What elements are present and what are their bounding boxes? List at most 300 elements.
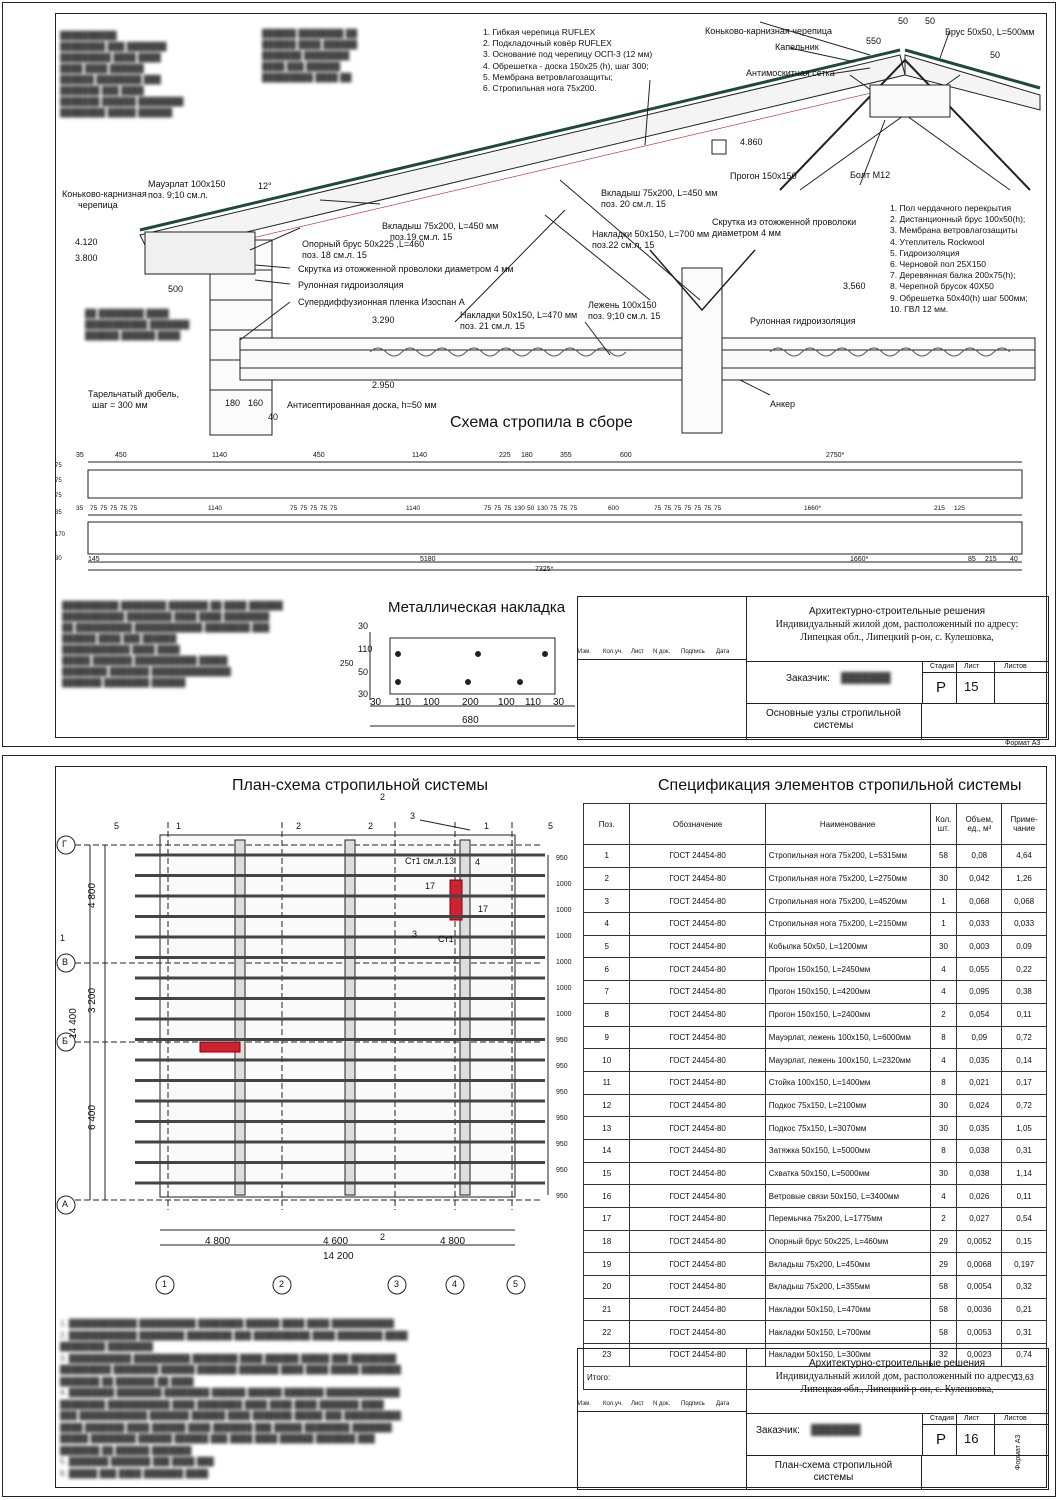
spec-cell: 0,72 [1002, 1094, 1047, 1117]
label-anchor: Анкер [770, 399, 796, 409]
spec-head-row [584, 804, 1047, 845]
roof-layer: 5. Мембрана ветровлагозащиты; [483, 71, 613, 82]
elev-4860: 4.860 [740, 137, 763, 147]
roof-layer: 3. Основание под черепицу ОСП-3 (12 мм) [483, 49, 653, 60]
spec-cell: Вкладыш 75х200, L=355мм [765, 1276, 930, 1299]
spec-cell: 0,72 [1002, 1026, 1047, 1049]
spec-cell: Кобылка 50х50, L=1200мм [765, 935, 930, 958]
spec-cell: 0,0068 [957, 1253, 1002, 1276]
spec-cell: 4 [930, 1049, 957, 1072]
spec-row [584, 1003, 1047, 1026]
dim: 1660* [804, 505, 821, 512]
spec-cell: 2 [930, 1003, 957, 1026]
dim: 450 [115, 452, 127, 459]
axis-h: 5 [513, 1279, 519, 1289]
spec-row [584, 1049, 1047, 1072]
spec-cell: Стропильная нога 75х200, L=5315мм [765, 845, 930, 868]
dim: 35 [76, 452, 84, 459]
spec-cell: ГОСТ 24454-80 [630, 1049, 765, 1072]
elev-3290: 3.290 [372, 315, 395, 325]
dim: 75 [100, 505, 108, 512]
roof-layer: 2. Подкладочный ковёр RUFLEX [483, 38, 612, 49]
spec-cell: 30 [930, 935, 957, 958]
stamp-head: Лист [631, 649, 645, 655]
dim-50c: 50 [990, 50, 1001, 60]
stamp-sheet: 16 [964, 1431, 979, 1446]
ridge-tie [870, 85, 950, 117]
spec-cell: 11 [584, 1071, 630, 1094]
dim: 4 800 [440, 1236, 466, 1247]
format-1: Формат А3 [1005, 740, 1041, 747]
stamp-head: Кол.уч. [603, 1401, 623, 1407]
spec-row [584, 1117, 1047, 1140]
stamp-org: Архитектурно-строительные решения [808, 606, 986, 617]
spec-cell: 58 [930, 1321, 957, 1344]
spec-cell: 1 [584, 845, 630, 868]
dim: 75 [714, 505, 722, 512]
spec-cell: 22 [584, 1321, 630, 1344]
label-mesh: Антимоскитная сетка [746, 68, 835, 78]
stamp-name2: системы [813, 720, 854, 731]
spec-title: Спецификация элементов стропильной системы [658, 777, 1022, 794]
dim: 180 [521, 452, 533, 459]
spec-cell: 21 [584, 1298, 630, 1321]
title-block-16 [577, 1348, 1049, 1490]
spec-cell: Накладки 50х150, L=300мм [765, 1344, 930, 1367]
dim: 1140 [406, 505, 420, 512]
stamp-head: Дата [716, 1401, 730, 1407]
label-3b: 3 [412, 929, 418, 939]
spec-table [583, 803, 1047, 1390]
spec-cell: ГОСТ 24454-80 [630, 981, 765, 1004]
dim: 215 [985, 556, 997, 563]
dim: 1000 [556, 985, 572, 992]
dim: 5180 [420, 556, 436, 563]
dim: 75 [664, 505, 672, 512]
dim-550: 550 [866, 36, 882, 46]
spec-row [584, 1139, 1047, 1162]
spec-cell: ГОСТ 24454-80 [630, 845, 765, 868]
stamp-name1: Основные узлы стропильной [766, 708, 901, 719]
dim: 110 [395, 697, 411, 708]
stamp-head: Дата [716, 649, 730, 655]
spec-cell: 0,0052 [957, 1230, 1002, 1253]
elev-3560: 3.560 [843, 281, 866, 291]
label-2d: 2 [380, 1232, 386, 1242]
dim: 215 [934, 505, 945, 512]
label-2c: 2 [380, 792, 386, 802]
label-1b: 1 [484, 821, 490, 831]
spec-head: Обозначение [630, 804, 765, 845]
dim: 110 [525, 697, 541, 708]
spec-cell: ГОСТ 24454-80 [630, 1139, 765, 1162]
dim: 50 [358, 667, 369, 677]
spec-cell: ГОСТ 24454-80 [630, 935, 765, 958]
spec-cell: 0,54 [1002, 1208, 1047, 1231]
spec-cell: ГОСТ 24454-80 [630, 1230, 765, 1253]
spec-cell: 4,64 [1002, 845, 1047, 868]
spec-cell: 0,024 [957, 1094, 1002, 1117]
label-insert1-pos: поз.19 см.л. 15 [390, 232, 453, 242]
dim: 600 [608, 505, 619, 512]
dim: 75 [560, 505, 568, 512]
floor-layer: 9. Обрешетка 50х40(h) шаг 500мм; [890, 292, 1028, 303]
label-eave-tile-1: Коньково-карнизная [62, 189, 147, 199]
spec-row [584, 958, 1047, 981]
stamp-stage: Р [936, 679, 947, 696]
scheme-title: Схема стропила в сборе [450, 414, 633, 431]
spec-cell: Ветровые связи 50х150, L=3400мм [765, 1185, 930, 1208]
spec-cell: 20 [584, 1276, 630, 1299]
dim: 75 [290, 505, 298, 512]
label-insert2-pos: поз. 20 см.л. 15 [601, 199, 666, 209]
label-purlin: Прогон 150х150 [730, 171, 797, 181]
dim: 355 [560, 452, 572, 459]
spec-cell: 5 [584, 935, 630, 958]
label-plate2-pos: поз.22 см.л. 15 [592, 240, 655, 250]
spec-cell: ГОСТ 24454-80 [630, 1162, 765, 1185]
spec-head: Кол. шт. [930, 804, 957, 845]
label-17b: 17 [478, 904, 489, 914]
spec-cell: 29 [930, 1230, 957, 1253]
stamp-heads [578, 1401, 746, 1407]
label-2b: 2 [368, 821, 374, 831]
spec-cell: Схватка 50х150, L=5000мм [765, 1162, 930, 1185]
dim: 75 [55, 493, 62, 499]
label-dowel1: Тарельчатый дюбель, [88, 389, 179, 399]
spec-cell: 0,033 [1002, 913, 1047, 936]
spec-cell: 19 [584, 1253, 630, 1276]
spec-cell: Прогон 150х150, L=2400мм [765, 1003, 930, 1026]
axis-h: 1 [162, 1279, 168, 1289]
dim: 30 [358, 689, 369, 699]
spec-total-label: Итого: [584, 1366, 1002, 1389]
stamp-sheet: 15 [964, 679, 979, 694]
axis-v: Г [62, 839, 67, 849]
label-eave-tile-2: черепица [78, 200, 118, 210]
client-name-blurred: ███████ [841, 673, 891, 684]
label-support-pos: поз. 18 см.л. 15 [302, 250, 367, 260]
spec-cell: Мауэрлат, лежень 100х150, L=6000мм [765, 1026, 930, 1049]
label-st1b: Ст1 [438, 934, 454, 944]
label-ridge-tile: Коньково-карнизная черепица [705, 26, 833, 36]
dim: 14 400 [67, 1008, 79, 1039]
spec-cell: Перемычка 75х200, L=1775мм [765, 1208, 930, 1231]
dim: 950 [556, 1063, 568, 1070]
spec-row [584, 1321, 1047, 1344]
dim: 170 [55, 532, 66, 538]
stamp-client: Заказчик: [786, 673, 830, 684]
format-2: Формат А3 [1015, 1434, 1022, 1470]
blurred-notes-3: ██ ████████ ████ ███████████ ███████ ██████ ██████ ████ [85, 309, 190, 340]
dim: 75 [130, 505, 138, 512]
stamp-head: Подпись [681, 649, 705, 655]
dim: 950 [556, 1193, 568, 1200]
dim: 130 [537, 505, 548, 512]
dim: 75 [504, 505, 512, 512]
dim: 6 400 [87, 1104, 99, 1131]
spec-row [584, 1208, 1047, 1231]
roof-layer: 4. Обрешетка - доска 150х25 (h), шаг 300; [483, 60, 649, 71]
spec-cell: 0,09 [1002, 935, 1047, 958]
spec-row [584, 913, 1047, 936]
spec-row [584, 1185, 1047, 1208]
spec-cell: Стропильная нога 75х200, L=4520мм [765, 890, 930, 913]
dim: 950 [556, 1115, 568, 1122]
spec-cell: 0,035 [957, 1049, 1002, 1072]
axis-v: В [62, 957, 69, 967]
spec-head: Приме- чание [1002, 804, 1047, 845]
spec-cell: 0,14 [1002, 1049, 1047, 1072]
stamp-sheet-h: Лист [964, 663, 980, 670]
spec-cell: 9 [584, 1026, 630, 1049]
spec-cell: Подкос 75х150, L=2100мм [765, 1094, 930, 1117]
spec-cell: 4 [930, 958, 957, 981]
spec-cell: Опорный брус 50х225, L=460мм [765, 1230, 930, 1253]
spec-cell: 8 [930, 1026, 957, 1049]
spec-cell: 23 [584, 1344, 630, 1367]
label-4: 4 [475, 857, 481, 867]
spec-cell: 0,08 [957, 845, 1002, 868]
spec-head: Поз. [584, 804, 630, 845]
dim: 75 [55, 478, 62, 484]
dim: 145 [88, 556, 100, 563]
floor-layer: 5. Гидроизоляция [890, 247, 960, 258]
spec-cell: 0,035 [957, 1117, 1002, 1140]
spec-cell: ГОСТ 24454-80 [630, 1253, 765, 1276]
dim-180: 180 [225, 398, 241, 408]
spec-cell: ГОСТ 24454-80 [630, 1185, 765, 1208]
plan-dims-right [556, 855, 570, 1200]
stamp-sheets-h: Листов [1004, 663, 1027, 670]
spec-cell: 0,09 [957, 1026, 1002, 1049]
stamp-stage: Р [936, 1431, 947, 1448]
spec-cell: ГОСТ 24454-80 [630, 1276, 765, 1299]
dim: 1000 [556, 959, 572, 966]
dim: 100 [498, 697, 515, 708]
label-roll2: Рулонная гидроизоляция [750, 316, 856, 326]
label-drip: Капельник [775, 42, 819, 52]
stamp-addr2: Липецкая обл., Липецкий р-он, с. Кулешовка, [800, 1384, 994, 1395]
spec-cell: 0,033 [957, 913, 1002, 936]
label-membrane: Супердиффузионная пленка Изоспан А [298, 297, 465, 307]
dim: 125 [954, 505, 965, 512]
dim: 4 800 [87, 882, 99, 909]
spec-cell: 0,17 [1002, 1071, 1047, 1094]
stamp-client: Заказчик: [756, 1425, 800, 1436]
floor-layer: 1. Пол чердачного перекрытия [890, 203, 1012, 213]
dim: 950 [556, 1089, 568, 1096]
dim-50a: 50 [898, 16, 909, 26]
stamp-sheet-h: Лист [964, 1415, 980, 1422]
plan-title: План-схема стропильной системы [232, 777, 488, 794]
spec-cell: ГОСТ 24454-80 [630, 1026, 765, 1049]
label-dowel2: шаг = 300 мм [92, 400, 148, 410]
spec-cell: 4 [584, 913, 630, 936]
spec-row [584, 981, 1047, 1004]
purlin-box [712, 140, 726, 154]
stamp-head: Лист [631, 1401, 645, 1407]
dim: 75 [570, 505, 578, 512]
label-5b: 5 [548, 821, 554, 831]
label-plate1-pos: поз. 21 см.л. 15 [460, 321, 525, 331]
dim: 30 [55, 556, 62, 562]
blurred-notes-5: 1. ████████████ ██████████ ████████ ██████ ████ ████ ███████████ 2. ████████████ ████████ ████████ ███ ██████████ ████ ████████ ████ ████████ ████████ 3. ███████████ ██████████ ████████ ████ ██████ █████ ███ ████████ █████████ ████████ ██████ ███████ ███████ ████ ████ █████ ███████ ███████ ██ ███████ ██ ████ 4. ████████ ████████ ████████ ██████ ██████ ███████ █████████████ ████████ ███████████ ████ ████████ ████ ████ ████ ███████ ████ ███ ████████████ ███████ ██████ ████ ███████ █████ ███ ██████████ ████ ███████ ████ ██████ ████ ███████ ███ █████ ████████ ███████ █████ ████████ ██████ ██████ ███ ████ ████ ██████ ███████ ███ ███████ ██ ██████ ███████ 5. ███████ ███████ ███ ████ ███ 6. █████ ███ ████ ███████ ████ [60, 1319, 408, 1478]
stamp-sheets-h: Листов [1004, 1415, 1027, 1422]
spec-row [584, 1026, 1047, 1049]
spec-row [584, 935, 1047, 958]
dim: 75 [654, 505, 662, 512]
spec-cell: 13 [584, 1117, 630, 1140]
spec-cell: 0,31 [1002, 1321, 1047, 1344]
dim: 30 [358, 621, 369, 631]
dim: 75 [694, 505, 702, 512]
dim: 1000 [556, 907, 572, 914]
dim-160: 160 [248, 398, 264, 408]
spec-cell: Вкладыш 75х200, L=450мм [765, 1253, 930, 1276]
spec-cell: Стропильная нога 75х200, L=2150мм [765, 913, 930, 936]
spec-cell: 0,021 [957, 1071, 1002, 1094]
blurred-notes-2: ██████ ████████ ██ ██████ ████ ██████ ███████ ████████ ████ ███ ██████ █████████ ████ ██ [262, 29, 358, 82]
spec-cell: 58 [930, 1276, 957, 1299]
spec-cell: 0,15 [1002, 1230, 1047, 1253]
spec-cell: ГОСТ 24454-80 [630, 958, 765, 981]
label-board: Антисептированная доска, h=50 мм [287, 400, 437, 410]
spec-cell: ГОСТ 24454-80 [630, 1117, 765, 1140]
axis-v: Б [62, 1036, 68, 1046]
stamp-org: Архитектурно-строительные решения [808, 1358, 986, 1369]
label-wire1: Скрутка из отожженной проволоки диаметром 4 мм [298, 264, 514, 274]
dim: 30 [553, 697, 565, 708]
spec-cell: 0,0036 [957, 1298, 1002, 1321]
spec-cell: 17 [584, 1208, 630, 1231]
spec-body [584, 845, 1047, 1367]
stamp-addr2: Липецкая обл., Липецкий р-он, с. Кулешовка, [800, 632, 994, 643]
dim: 130 [514, 505, 525, 512]
floor-layer: 4. Утеплитель Rockwool [890, 236, 985, 247]
dim: 14 200 [323, 1251, 354, 1262]
stamp-head: Изм. [578, 1401, 591, 1407]
spec-cell: Подкос 75х150, L=3070мм [765, 1117, 930, 1140]
client-name-blurred: ███████ [811, 1425, 861, 1436]
dim: 75 [110, 505, 118, 512]
stamp-head: N док. [653, 1401, 671, 1407]
dim: 950 [556, 1167, 568, 1174]
label-2a: 2 [296, 821, 302, 831]
spec-cell: 29 [930, 1253, 957, 1276]
dim: 35 [55, 510, 62, 516]
dim: 85 [968, 556, 976, 563]
dim: 4 800 [205, 1236, 231, 1247]
spec-cell: 4 [930, 981, 957, 1004]
spec-row [584, 1094, 1047, 1117]
spec-cell: 0,095 [957, 981, 1002, 1004]
dim: 100 [423, 697, 440, 708]
spec-cell: 0,11 [1002, 1185, 1047, 1208]
spec-cell: 0,74 [1002, 1344, 1047, 1367]
spec-cell: 1 [930, 913, 957, 936]
dim: 950 [556, 1141, 568, 1148]
dim: 75 [674, 505, 682, 512]
spec-cell: 10 [584, 1049, 630, 1072]
dim: 75 [494, 505, 502, 512]
spec-cell: 1,05 [1002, 1117, 1047, 1140]
floor-layer: 2. Дистанционный брус 100х50(h); [890, 214, 1026, 225]
label-5a: 5 [114, 821, 120, 831]
spec-cell: 0,068 [957, 890, 1002, 913]
dim: 2750* [826, 452, 845, 459]
spec-cell: 32 [930, 1344, 957, 1367]
label-17a: 17 [425, 881, 436, 891]
label-st1: Ст1 см.л.13 [405, 856, 455, 866]
spec-cell: 0,197 [1002, 1253, 1047, 1276]
roof-layer: 6. Стропильная нога 75х200. [483, 83, 597, 94]
dim: 680 [462, 715, 479, 726]
spec-cell: 0,055 [957, 958, 1002, 981]
stamp-head: Кол.уч. [603, 649, 623, 655]
spec-cell: ГОСТ 24454-80 [630, 1003, 765, 1026]
dim: 600 [620, 452, 632, 459]
axis-h: 2 [279, 1279, 285, 1289]
spec-row [584, 1162, 1047, 1185]
spec-cell: ГОСТ 24454-80 [630, 913, 765, 936]
label-beam: Лежень 100х150 [588, 300, 657, 310]
spec-cell: ГОСТ 24454-80 [630, 1321, 765, 1344]
stamp-addr1: Индивидуальный жилой дом, расположенный по адресу: [775, 1371, 1019, 1382]
spec-total-value: 13,63 [1002, 1366, 1047, 1389]
spec-cell: 0,11 [1002, 1003, 1047, 1026]
opening-st1 [450, 880, 462, 920]
label-bolt: Болт М12 [850, 170, 891, 180]
spec-row [584, 867, 1047, 890]
axis-v: А [62, 1199, 69, 1209]
spec-cell: Накладки 50х150, L=700мм [765, 1321, 930, 1344]
blurred-notes-4: ██████████ ████████ ███████ ██ ████ ██████ ███████████ ████████ ████ ████ ████████ ██ ██████████ ████████████ ████████ ███ ██████ ████ ███ ██████ ████████████ ████ ████ █████ ███████ ███████████ █████ ████████ ███████ ██████████████ ███████ ████████ ██████ [62, 601, 283, 687]
label-support: Опорный брус 50х225 ,L=460 [302, 239, 425, 249]
spec-cell: 8 [584, 1003, 630, 1026]
label-plate2: Накладки 50х150, L=700 мм [592, 229, 710, 239]
spec-cell: 0,31 [1002, 1139, 1047, 1162]
spec-cell: 0,0054 [957, 1276, 1002, 1299]
dim: 75 [484, 505, 492, 512]
spec-cell: ГОСТ 24454-80 [630, 1344, 765, 1367]
dim: 250 [340, 659, 354, 668]
spec-row [584, 1276, 1047, 1299]
spec-cell: ГОСТ 24454-80 [630, 1094, 765, 1117]
label-beam-pos: поз. 9;10 см.л. 15 [588, 311, 661, 321]
spec-cell: ГОСТ 24454-80 [630, 890, 765, 913]
spec-cell: Прогон 150х150, L=2450мм [765, 958, 930, 981]
dim: 35 [76, 505, 84, 512]
spec-cell: 0,38 [1002, 981, 1047, 1004]
spec-cell: 8 [930, 1139, 957, 1162]
dim-50b: 50 [925, 16, 936, 26]
floor-layer: 6. Черновой пол 25Х150 [890, 259, 987, 270]
dim: 50 [527, 505, 535, 512]
spec-cell: 0,068 [1002, 890, 1047, 913]
spec-cell: 0,21 [1002, 1298, 1047, 1321]
spec-head: Наименование [765, 804, 930, 845]
axis-h: 4 [452, 1279, 458, 1289]
dim: 40 [1010, 556, 1018, 563]
spec-cell: 6 [584, 958, 630, 981]
stamp-name2: системы [813, 1472, 854, 1483]
stamp-stage-h: Стадия [930, 1415, 954, 1422]
spec-cell: 1,26 [1002, 867, 1047, 890]
stamp-stage-h: Стадия [930, 663, 954, 670]
dim: 75 [90, 505, 98, 512]
dim: 75 [120, 505, 128, 512]
